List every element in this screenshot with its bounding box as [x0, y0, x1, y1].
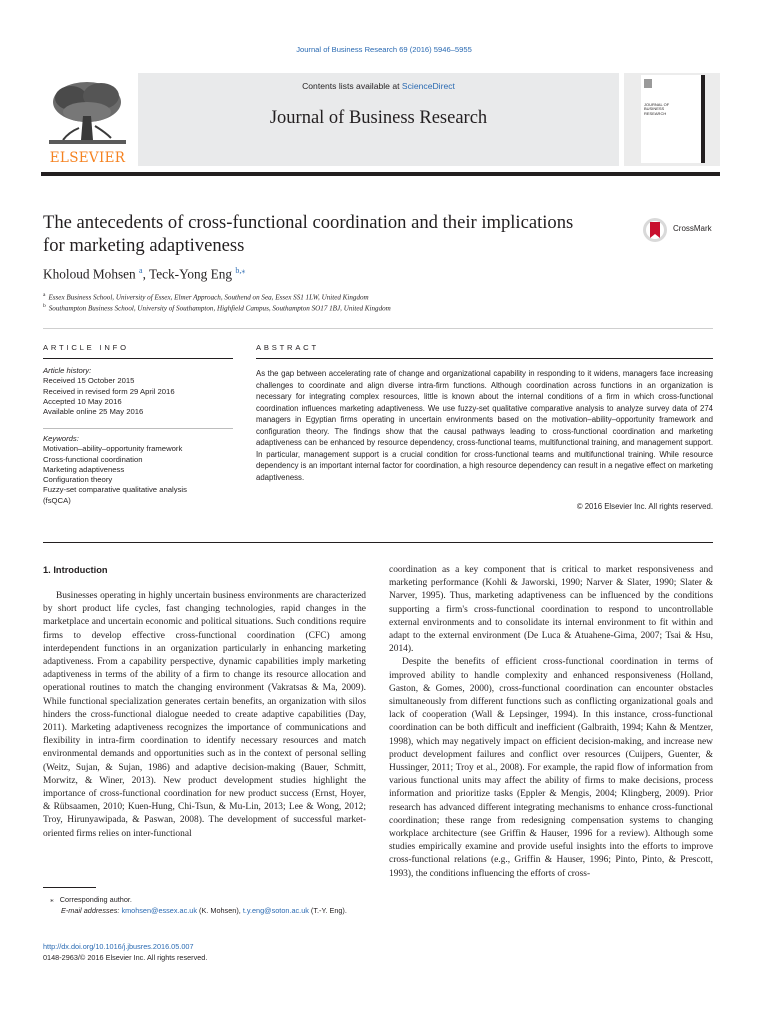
article-history	[43, 366, 233, 417]
paragraph: Despite the benefits of efficient cross-functional coordination in terms of improved ability to handle complexity and enhanced responsiveness (Holland, Gaston, & Gomes, 2000), cross-functional coordination can encounter obstacles simultaneously from different functions such as conflicting organizational goals and lack of cooperation (Wall & Lepsinger, 1994). In this instance, cross-functional coordination can be both difficult and inefficient (Galbraith, 1994; Kahn & Mentzer, 1998), which may negatively impact on efficient decision-making, and increase new product development failures and conflict over resources (Cuijpers, Guenter, & Hussinger, 2011; Troy et al., 2008). For example, the rapid flow of information from various functional units may affect the ability of firms to make decisions, process information and prioritize tasks (Eppler & Mengis, 2004; Klingberg, 2009). Prior research has advanced different integrating mechanisms to enhance cross-functional coordination; these range from redesigning compensation systems to changing workplace architecture (see Griffin & Hauser, 1996 for a review). Although some studies empirically examine and provide useful insights into the efforts to improve cross-functional relations (e.g., Griffin & Hauser, 1996; Pinto, Pinto, & Prescott, 1993), the conditions influencing the efforts of cross-	[389, 657, 713, 879]
history-entry: Accepted 10 May 2016	[43, 396, 122, 406]
section-heading: 1. Introduction	[43, 565, 108, 575]
author-name[interactable]: Teck-Yong Eng	[149, 266, 233, 282]
cover-title: JOURNAL OF BUSINESS RESEARCH	[644, 102, 670, 116]
publisher-wordmark: ELSEVIER	[49, 150, 126, 166]
title-divider	[43, 328, 713, 329]
affiliation-marker[interactable]: a	[139, 266, 143, 275]
journal-citation[interactable]: Journal of Business Research 69 (2016) 5946–5955	[296, 45, 472, 54]
keyword: (fsQCA)	[43, 495, 71, 505]
info-divider	[43, 358, 233, 359]
journal-title[interactable]: Journal of Business Research	[269, 108, 488, 128]
keyword: Marketing adaptiveness	[43, 464, 125, 474]
body-column-left	[43, 590, 366, 841]
contents-availability: Contents lists available at ScienceDirect	[302, 81, 455, 91]
author-list: Kholoud Mohsen $^a$, Teck-Yong Eng $^{b,⁎}$	[43, 266, 246, 282]
footnote-rule	[43, 887, 96, 888]
history-label: Article history:	[43, 366, 92, 375]
body-column-right	[389, 564, 713, 881]
crossmark-label: CrossMark	[673, 224, 712, 233]
sciencedirect-link[interactable]: ScienceDirect	[401, 81, 455, 91]
keyword: Motivation–ability–opportunity framework	[43, 444, 183, 454]
article-title: The antecedents of cross-functional coordination and their implications for marketing adaptiveness	[43, 212, 574, 256]
keyword: Configuration theory	[43, 475, 113, 485]
tree-logo-icon	[41, 78, 134, 150]
author-name[interactable]: Kholoud Mohsen	[43, 266, 136, 282]
journal-cover-thumbnail[interactable]	[624, 73, 720, 166]
email-footnote: E-mail addresses: kmohsen@essex.ac.uk (K. Mohsen), t.y.eng@soton.ac.uk (T.-Y. Eng).	[61, 906, 347, 915]
email-link[interactable]: t.y.eng@soton.ac.uk	[242, 906, 309, 915]
history-entry: Available online 25 May 2016	[43, 407, 144, 417]
history-entry: Received in revised form 29 April 2016	[43, 386, 175, 396]
abstract-copyright: © 2016 Elsevier Inc. All rights reserved.	[576, 502, 713, 511]
abstract-divider	[256, 358, 713, 359]
keywords-label: Keywords:	[43, 434, 79, 443]
issn-copyright: 0148-2963/© 2016 Elsevier Inc. All rights reserved.	[43, 953, 208, 962]
email-link[interactable]: kmohsen@essex.ac.uk	[121, 906, 197, 915]
cover-page	[641, 75, 705, 163]
history-divider	[43, 428, 233, 429]
keyword: Fuzzy-set comparative qualitative analysis	[43, 485, 187, 495]
doi-link[interactable]: http://dx.doi.org/10.1016/j.jbusres.2016.05.007	[43, 942, 194, 951]
history-entry: Received 15 October 2015	[43, 376, 135, 386]
affiliation-a: $^a$ Essex Business School, University of Essex, Elmer Approach, Southend on Sea, Essex SS1 1LW, United Kingdom	[43, 292, 369, 302]
keywords	[43, 434, 233, 506]
affiliation-b: $^b$ Southampton Business School, University of Southampton, Highfield Campus, Southampton SO17 1BJ, United Kingdom	[43, 303, 391, 313]
article-info-heading: ARTICLE INFO	[43, 343, 129, 352]
affiliation-marker[interactable]: b,⁎	[235, 266, 246, 275]
paragraph: coordination as a key component that is critical to market responsiveness and marketing performance (Kohli & Jaworski, 1990; Narver & Slater, 1990; Slater & Narver, 1995). Thus, marketing adaptiveness can be influenced by the conditions supporting a firm's cross-functional coordination to respond to uncontrollable external environments and to consolidate its internal environment to fit within and adapt to the external environment (De Luca & Atuahene-Gima, 2007; Tsai & Hsu, 2014).	[389, 565, 713, 655]
abstract-text: As the gap between accelerating rate of change and organizational capability in responding to it widens, managers face increasing challenges to coordinate and align diverse intra-firm functions. Although coordination across functions in an organization is necessary for integrating complex resources, little is known about the internal conditions of a firm in which cross-functional coordination influences marketing adaptiveness. We use fuzzy-set qualitative comparative analysis to analyze survey data of 274 managers in Egyptian firms operating in uncertain environments based on the motivation–ability–opportunity framework and configuration theory. The findings show that the causal pathways leading to cross-functional coordination and marketing adaptiveness can be enhanced by resource dependency, cross-functional teams, multifunctional training, and management support. In particular, management support is a crucial condition for cross-functional teams and multifunctional training. While resource dependency is an important internal factor for coordination, a high resource dependency can result in a negative effect on marketing adaptiveness.	[256, 369, 713, 482]
crossmark-icon	[642, 217, 670, 243]
crossmark-badge[interactable]	[642, 217, 722, 243]
header-rule	[41, 172, 720, 176]
corresponding-footnote: ⁎ Corresponding author.	[50, 895, 132, 904]
cover-emblem-icon	[644, 79, 652, 88]
body-divider	[43, 542, 713, 543]
paragraph: Businesses operating in highly uncertain business environments are characterized by short product life cycles, fast changing technologies, rapid changes in the marketplace and uncertain economic and political situations. Such conditions require firms to develop effective cross-functional coordination (CFC) among interdependent functions in an organization particularly in enhancing marketing adaptiveness. From a capability perspective, dynamic capabilities imply marketing adaptiveness in terms of the ability of a firm to change its resource allocation and operational routines to match the changing environment (Vakratsas & Ma, 2009). While functional specialization generates certain benefits, an organization with silos hinders the cross-functional dialogue needed to create adaptive capabilities (Day, 2011). Marketing adaptiveness recognizes the importance of communications and flexibility in intra-firm coordination to identify necessary resources and match environmental demands and opportunities such as in the context of personal selling (Weitz, Sujan, & Sujan, 1986) and adaptive decision-making (Bauer, Schmitt, Morwitz, & Winer, 2013). New product development studies highlight the importance of cross-functional coordination for new product success (Ernst, Hoyer, & Rübsaamen, 2010; Kuen-Hung, Chi-Tsun, & Mu-Lin, 2013; Lee & Wong, 2012; Troy, Hirunyawipada, & Paswan, 2008). The development of successful market-oriented firms relies on inter-functional	[43, 591, 366, 839]
abstract-heading: ABSTRACT	[256, 343, 319, 352]
elsevier-logo	[41, 78, 134, 166]
keyword: Cross-functional coordination	[43, 454, 143, 464]
journal-banner	[138, 73, 619, 166]
